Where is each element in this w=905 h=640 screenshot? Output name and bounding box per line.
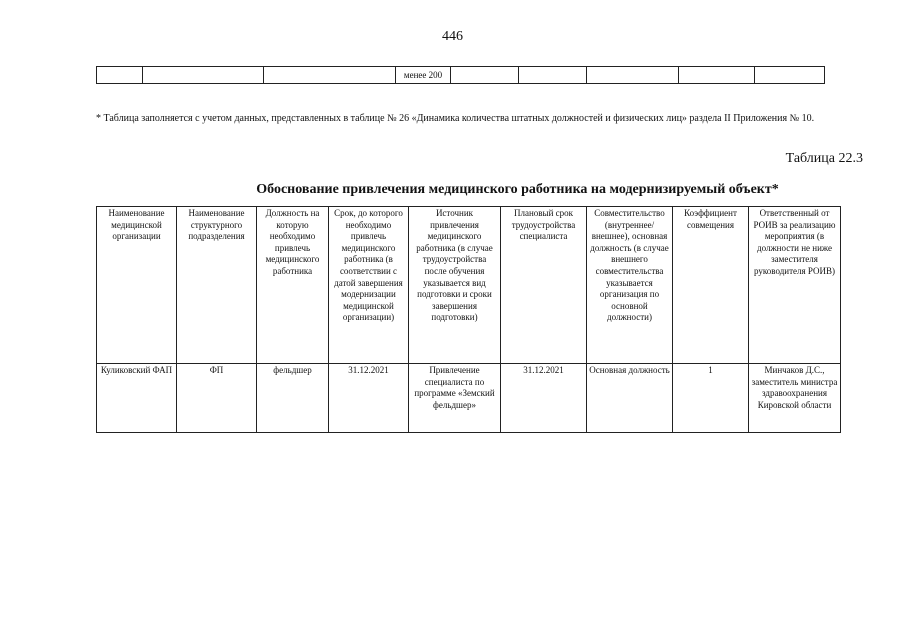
- column-header: Должность на которую необходимо привлечь медицинского работника: [257, 207, 329, 364]
- table-cell: [451, 67, 519, 84]
- footnote: * Таблица заполняется с учетом данных, представленных в таблице № 26 «Динамика количества штатных должностей и физических лиц» раздела II Приложения № 10.: [96, 113, 815, 124]
- column-header: Наименование медицинской организации: [97, 207, 177, 364]
- column-header: Совместительство (внутреннее/внешнее), основная должность (в случае внешнего совместительства указывается организация по основной должности): [587, 207, 673, 364]
- table-cell: 1: [673, 364, 749, 433]
- continuation-row: [97, 67, 825, 84]
- table-cell: Основная должность: [587, 364, 673, 433]
- header-row: [97, 207, 841, 364]
- table-cell: Куликовский ФАП: [97, 364, 177, 433]
- table-cell: ФП: [177, 364, 257, 433]
- table-cell: менее 200: [396, 67, 451, 84]
- continuation-table: [96, 66, 825, 84]
- column-header: Источник привлечения медицинского работника (в случае трудоустройства после обучения указывается вид подготовки и сроки завершения подготовки): [409, 207, 501, 364]
- justification-table: [96, 206, 841, 433]
- column-header: Срок, до которого необходимо привлечь медицинского работника (в соответствии с датой завершения модернизации медицинской организации): [329, 207, 409, 364]
- table-cell: [587, 67, 679, 84]
- table-row: [97, 364, 841, 433]
- page-number: 446: [442, 29, 463, 44]
- table-cell: Минчаков Д.С., заместитель министра здравоохранения Кировской области: [749, 364, 841, 433]
- column-header: Коэффициент совмещения: [673, 207, 749, 364]
- table-title: Обоснование привлечения медицинского работника на модернизируемый объект*: [256, 182, 779, 197]
- table-cell: [97, 67, 143, 84]
- column-header: Наименование структурного подразделения: [177, 207, 257, 364]
- table-cell: [679, 67, 755, 84]
- column-header: Ответственный от РОИВ за реализацию мероприятия (в должности не ниже заместителя руководителя РОИВ): [749, 207, 841, 364]
- table-label: Таблица 22.3: [785, 151, 863, 166]
- table-cell: [519, 67, 587, 84]
- table-cell: [143, 67, 264, 84]
- column-header: Плановый срок трудоустройства специалиста: [501, 207, 587, 364]
- table-cell: Привлечение специалиста по программе «Земский фельдшер»: [409, 364, 501, 433]
- table-cell: 31.12.2021: [501, 364, 587, 433]
- table-cell: [264, 67, 396, 84]
- table-cell: [755, 67, 825, 84]
- table-cell: 31.12.2021: [329, 364, 409, 433]
- table-cell: фельдшер: [257, 364, 329, 433]
